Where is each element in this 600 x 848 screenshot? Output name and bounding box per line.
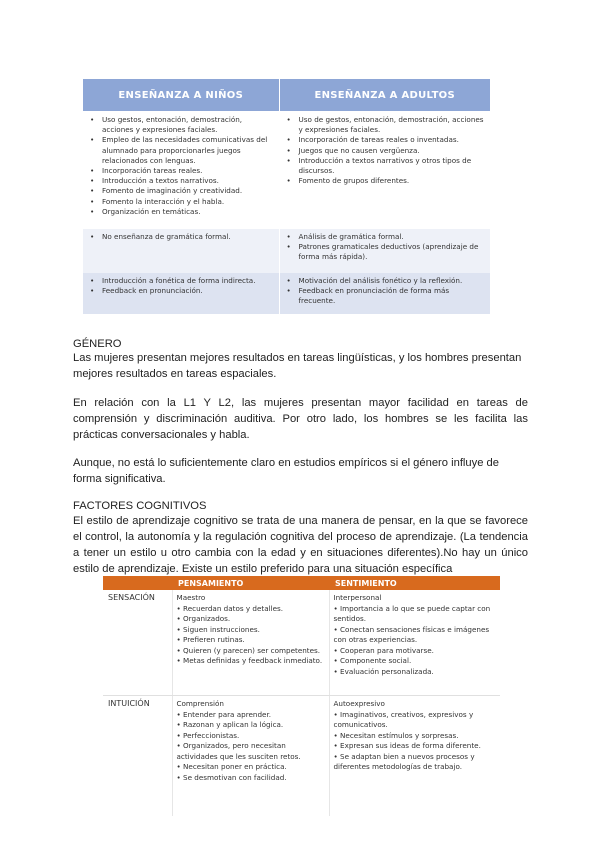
list-item: • Motivación del análisis fonético y la reflexión. [284,276,487,286]
cell-comprension [172,696,329,817]
row-label-intuicion: INTUICIÓN [108,699,150,708]
cell-adults-phonetics [279,273,490,314]
cell-interpersonal [329,590,500,696]
list-item: • Necesitan estímulos y sorpresas. [333,730,459,740]
cell-title: Autoexpresivo [333,699,385,708]
genero-heading: GÉNERO [73,338,122,350]
cell-kids-phonetics [83,273,279,314]
list-item: • Organización en temáticas. [87,207,275,217]
genero-paragraph-3: Aunque, no está lo suficientemente claro en estudios empíricos si el género influye de forma significativa. [73,457,499,485]
header-kids: ENSEÑANZA A NIÑOS [83,79,279,111]
list-item: • Expresan sus ideas de forma diferente. [333,741,481,750]
cell-adults-methods [279,111,490,229]
list-item: • Incorporación tareas reales. [87,166,275,176]
list-item: • Evaluación personalizada. [333,666,434,676]
list-item: • Quieren (y parecen) ser competentes. [176,645,321,655]
list-item: • Introducción a fonética de forma indirecta. [87,276,275,286]
cell-kids-methods [83,111,279,229]
list-item: • Organizados, pero necesitan actividades que les susciten retos. [176,741,301,761]
list-item: • Componente social. [333,656,412,665]
list-item: • Juegos que no causen vergüenza. [284,146,487,156]
header-adults: ENSEÑANZA A ADULTOS [279,79,490,111]
cell-title: Interpersonal [333,593,382,602]
list-item: • Se desmotivan con facilidad. [176,772,287,782]
cell-title: Maestro [176,593,206,602]
table-row [83,111,490,229]
list-item: • Imaginativos, creativos, expresivos y comunicativos. [333,709,474,729]
teaching-comparison-table [83,79,490,314]
cell-kids-grammar [83,229,279,273]
list-item: • Metas definidas y feedback inmediato. [176,656,323,665]
list-item: • Uso gestos, entonación, demostración, acciones y expresiones faciales. [87,115,275,135]
list-item: • Introducción a textos narrativos y otros tipos de discursos. [284,156,487,176]
list-item: • Organizados. [176,614,231,623]
cognitivos-paragraph: El estilo de aprendizaje cognitivo se trata de una manera de pensar, en la que se favorece el control, la autonomía y la regulación cognitiva del proceso de aprendizaje. (La tendencia a tener un estilo u otro cambia con la edad y en situaciones diferentes).No hay un único estilo de aprendizaje. Existe un estilo preferido para una situación específica [73,515,528,575]
list-item: • Empleo de las necesidades comunicativas del alumnado para proporcionarles juegos relacionados con lenguas. [87,135,275,166]
table-row [83,273,490,314]
list-item: • Fomento de grupos diferentes. [284,176,487,186]
list-item: • Cooperan para motivarse. [333,645,434,655]
table-header-row [103,576,500,590]
list-item: • Análisis de gramática formal. [284,232,487,242]
list-item: • Conectan sensaciones físicas e imágenes con otras experiencias. [333,624,490,644]
table-row [103,590,500,696]
list-item: • Uso de gestos, entonación, demostración, acciones y expresiones faciales. [284,115,487,135]
table-header-row [83,79,490,111]
learning-styles-table [103,576,500,816]
table-row [83,229,490,273]
cell-autoexpresivo [329,696,500,817]
list-item: • Se adaptan bien a nuevos procesos y diferentes metodologías de trabajo. [333,751,475,771]
list-item: • Fomento la interacción y el habla. [87,197,275,207]
genero-paragraph-2: En relación con la L1 Y L2, las mujeres presentan mayor facilidad en tareas de comprensión y discriminación auditiva. Por otro lado, los hombres se les facilita las prácticas conversacionales y habla. [73,397,528,441]
list-item: • Patrones gramaticales deductivos (aprendizaje de forma más rápida). [284,242,487,262]
list-item: • Feedback en pronunciación. [87,286,275,296]
list-item: • Razonan y aplican la lógica. [176,720,284,729]
list-item: • Siguen instrucciones. [176,624,260,634]
table-row [103,696,500,817]
cell-title: Comprensión [176,699,224,708]
list-item: • Feedback en pronunciación de forma más frecuente. [284,286,487,306]
cell-maestro [172,590,329,696]
list-item: • Entender para aprender. [176,709,272,719]
list-item: • Introducción a textos narrativos. [87,176,275,186]
list-item: • Fomento de imaginación y creatividad. [87,186,275,196]
header-sentimiento: SENTIMIENTO [329,576,500,590]
header-blank [103,576,172,590]
list-item: • No enseñanza de gramática formal. [87,232,275,242]
list-item: • Perfeccionistas. [176,730,240,740]
list-item: • Necesitan poner en práctica. [176,762,287,771]
list-item: • Recuerdan datos y detalles. [176,603,284,613]
list-item: • Prefieren rutinas. [176,635,245,644]
list-item: • Incorporación de tareas reales o inventadas. [284,135,487,145]
row-label-sensacion: SENSACIÓN [103,590,172,696]
cell-adults-grammar [279,229,490,273]
cognitivos-heading: FACTORES COGNITIVOS [73,500,207,512]
genero-paragraph-1: Las mujeres presentan mejores resultados en tareas lingüísticas, y los hombres presentan mejores resultados en tareas espaciales. [73,352,522,380]
list-item: • Importancia a lo que se puede captar con sentidos. [333,603,491,623]
header-pensamiento: PENSAMIENTO [172,576,329,590]
